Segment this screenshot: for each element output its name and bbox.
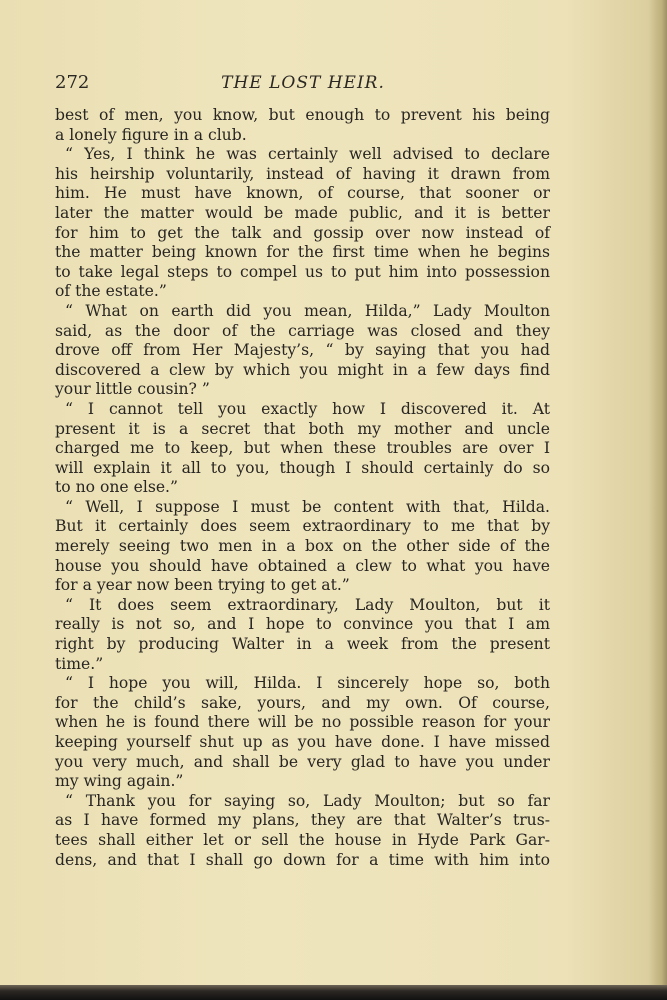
text-line: discovered a clew by which you might in a few days find [55, 360, 550, 379]
text-line: drove off from Her Majesty’s, “ by saying that you had [55, 341, 550, 360]
text-line: really is not so, and I hope to convince you that I am [55, 615, 550, 634]
text-line: house you should have obtained a clew to what you have [55, 556, 550, 575]
page-edge-shadow [649, 0, 667, 1000]
text-line: a lonely figure in a club. [55, 125, 247, 144]
text-line: the matter being known for the first time when he begins [55, 243, 550, 262]
text-line: “ Thank you for saying so, Lady Moulton; but so far [65, 791, 550, 810]
text-line: to no one else.” [55, 478, 178, 497]
text-line: will explain it all to you, though I should certainly do so [55, 458, 550, 477]
text-line: “ Well, I suppose I must be content with that, Hilda. [65, 497, 550, 516]
text-line: him. He must have known, of course, that sooner or [55, 184, 550, 203]
text-line: when he is found there will be no possible reason for your [55, 713, 550, 732]
text-line: said, as the door of the carriage was closed and they [55, 321, 550, 340]
text-line: for a year now been trying to get at.” [55, 576, 350, 595]
text-line: “ I hope you will, Hilda. I sincerely hope so, both [65, 674, 550, 693]
bottom-scan-shadow [0, 985, 667, 1000]
text-line: his heirship voluntarily, instead of having it drawn from [55, 164, 550, 183]
page-number: 272 [55, 72, 90, 93]
text-line: for the child’s sake, yours, and my own. Of course, [55, 693, 550, 712]
text-line: “ It does seem extraordinary, Lady Moulton, but it [65, 595, 550, 614]
text-line: merely seeing two men in a box on the other side of the [55, 537, 550, 556]
text-line: for him to get the talk and gossip over now instead of [55, 223, 550, 242]
text-line: as I have formed my plans, they are that Walter’s trus- [55, 811, 550, 830]
text-line: you very much, and shall be very glad to have you under [55, 752, 550, 771]
text-line: to take legal steps to compel us to put him into possession [55, 262, 550, 281]
text-line: my wing again.” [55, 772, 184, 791]
running-head [55, 70, 551, 96]
running-title: THE LOST HEIR. [221, 73, 385, 93]
text-line: But it certainly does seem extraordinary to me that by [55, 517, 550, 536]
text-line: best of men, you know, but enough to prevent his being [55, 106, 550, 124]
text-line: charged me to keep, but when these troubles are over I [55, 439, 550, 458]
text-line: right by producing Walter in a week from the present [55, 635, 550, 654]
text-line: “ What on earth did you mean, Hilda,” Lady Moulton [65, 301, 550, 320]
text-line: keeping yourself shut up as you have done. I have missed [55, 733, 550, 751]
text-line: your little cousin? ” [55, 380, 210, 399]
text-line: later the matter would be made public, and it is better [55, 203, 550, 222]
text-line: “ Yes, I think he was certainly well advised to declare [65, 145, 550, 164]
text-line: time.” [55, 654, 104, 673]
text-line: “ I cannot tell you exactly how I discovered it. At [65, 399, 550, 418]
text-line: of the estate.” [55, 282, 167, 301]
body-text [55, 106, 550, 870]
text-line: dens, and that I shall go down for a time with him into [55, 850, 550, 869]
text-line: tees shall either let or sell the house in Hyde Park Gar- [55, 830, 550, 849]
text-line: present it is a secret that both my mother and uncle [55, 419, 550, 438]
